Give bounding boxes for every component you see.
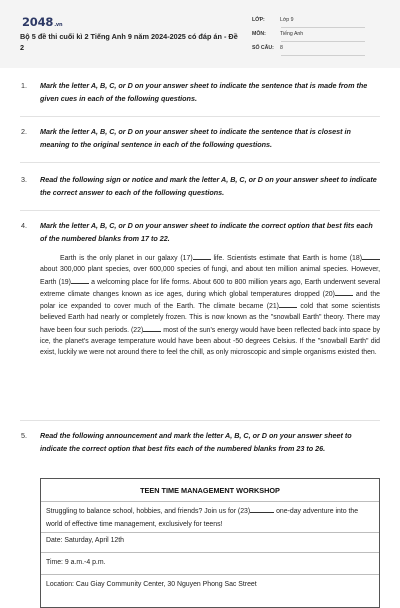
question-number: 2. [21,127,27,136]
section-divider [20,162,380,163]
passage-paragraph: Earth is the only planet in our galaxy (17) life. Scientists estimate that Earth is home (18) about 300,000 plant species, over 600,000 species of fungi, and about ten million animal species. However, Earth (19) a welcoming place for life forms. About 600 to 800 million years ago, Earth underwent several extreme climate changes known as ice ages, during which global temperatures dropped (20) and the polar ice expanded to cover much of the Earth. The climate became (21) cold that some scientists believed Earth had nearly or completely frozen. This is now known as the "snowball Earth" theory. There may have been four such periods. (22) most of the sun's energy would have been reflected back into space by ice, the planet's average temperature would have been about -50 degrees Celsius. If the "snowball Earth" did exist, luckily we were not around there to feel the chill, as only microscopic and simple organisms existed then. [40,252,380,358]
blank-19[interactable] [71,276,89,284]
announcement-divider [41,574,379,575]
blank-18[interactable] [362,252,380,260]
question-instruction: Mark the letter A, B, C, or D on your answer sheet to indicate the sentence that is closest in meaning to the original sentence in each of the following questions. [40,127,351,149]
document-title: Bộ 5 đề thi cuối kì 2 Tiếng Anh 9 năm 2024-2025 có đáp án - Đề 2 [20,32,238,52]
question-number: 1. [21,81,27,90]
question-instruction: Mark the letter A, B, C, or D on your answer sheet to indicate the sentence that is made from the given cues in each of the following questions. [40,81,368,103]
question-instruction: Mark the letter A, B, C, or D on your answer sheet to indicate the correct option that best fits each of the numbered blanks from 17 to 22. [40,221,373,243]
meta-subject-value: Tiếng Anh [280,31,304,37]
announcement-divider [41,501,379,502]
meta-class-value: Lớp 9 [280,17,294,23]
blank-20[interactable] [335,288,353,296]
meta-count [252,45,283,51]
blank-21[interactable] [279,300,297,308]
meta-subject [252,31,303,37]
announcement-intro: Struggling to balance school, hobbies, and friends? Join us for (23) one-day adventure into the world of effective time management, exclusively for teens! [46,505,376,531]
question-number: 5. [21,431,27,440]
blank-22[interactable] [143,324,161,332]
question-number: 3. [21,175,27,184]
meta-count-label: SỐ CÂU: [252,45,274,51]
meta-divider [281,27,365,28]
blank-23[interactable] [250,505,274,513]
announcement-time: Time: 9 a.m.-4 p.m. [46,559,106,566]
meta-count-value: 8 [280,45,283,51]
meta-divider [281,55,365,56]
question-number: 4. [21,221,27,230]
blank-17[interactable] [193,252,211,260]
meta-subject-label: MÔN: [252,31,266,37]
meta-class-label: LỚP: [252,17,265,23]
document-header [0,0,400,68]
site-logo[interactable]: 2048.vn [22,15,63,29]
announcement-box [40,478,380,608]
announcement-divider [41,552,379,553]
section-divider [20,116,380,117]
announcement-divider [41,532,379,533]
meta-class [252,17,294,23]
section-divider [20,210,380,211]
reading-passage [40,252,380,358]
question-instruction: Read the following sign or notice and mark the letter A, B, C, or D on your answer sheet to indicate the correct answer to each of the following questions. [40,175,377,197]
announcement-date: Date: Saturday, April 12th [46,537,125,544]
question-instruction: Read the following announcement and mark the letter A, B, C, or D on your answer sheet to indicate the correct option that best fits each of the numbered blanks from 23 to 26. [40,431,352,453]
meta-divider [281,41,365,42]
announcement-title: TEEN TIME MANAGEMENT WORKSHOP [140,486,280,495]
announcement-location: Location: Cau Giay Community Center, 30 Nguyen Phong Sac Street [46,581,257,588]
section-divider [20,420,380,421]
